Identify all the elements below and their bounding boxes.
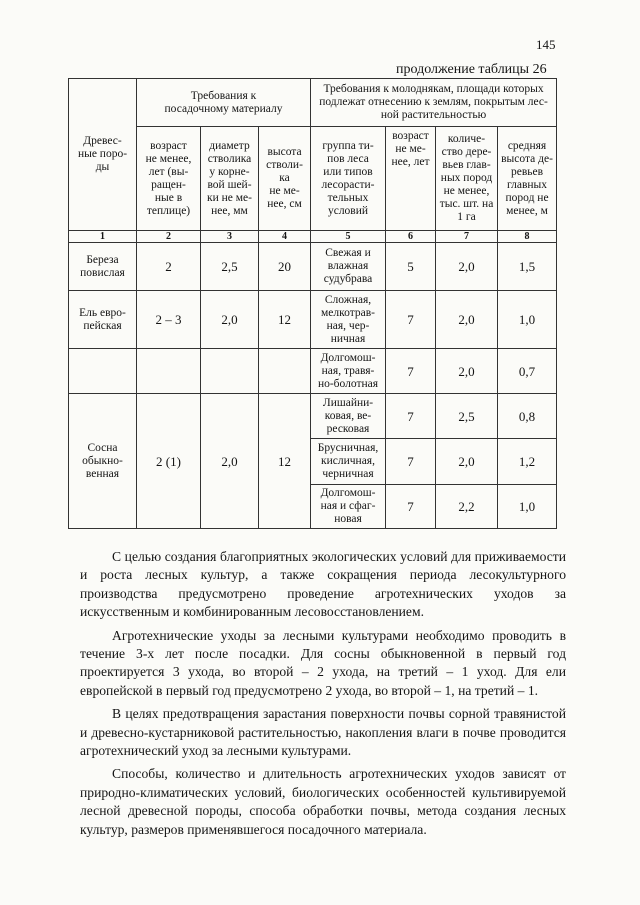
height-cell: 12 <box>259 394 311 529</box>
age-cell: 2 <box>137 243 201 291</box>
header-age: возраст не менее, лет (вы- ращен- ные в теплице) <box>137 127 201 231</box>
column-number: 7 <box>436 231 498 243</box>
species-cell: Береза повислая <box>69 243 137 291</box>
empty-cell <box>137 349 201 394</box>
tree-count-cell: 2,5 <box>436 394 498 439</box>
young-age-cell: 7 <box>386 439 436 485</box>
seedling-requirements-table <box>68 78 557 529</box>
young-age-cell: 7 <box>386 485 436 529</box>
empty-cell <box>69 349 137 394</box>
empty-cell <box>259 349 311 394</box>
species-cell: Ель евро- пейская <box>69 291 137 349</box>
header-height: высота стволи- ка не ме- нее, см <box>259 127 311 231</box>
paragraph: Агротехнические уходы за лесными культурами необходимо проводить в течение 3-х лет после посадки. Для сосны обыкновенной в первый год проектируется 3 ухода, во второй – 2 ухода, на третий – 1 уход. Для ели европейской в первый год предусмотрено 2 ухода, во второй – 1, на третий – 1. <box>80 627 566 698</box>
forest-type-cell: Сложная, мелкотрав- ная, чер- ничная <box>311 291 386 349</box>
young-age-cell: 7 <box>386 291 436 349</box>
diameter-cell: 2,5 <box>201 243 259 291</box>
body-text <box>80 548 566 844</box>
young-age-cell: 5 <box>386 243 436 291</box>
header-species: Древес- ные поро- ды <box>69 79 137 231</box>
forest-type-cell: Лишайни- ковая, ве- ресковая <box>311 394 386 439</box>
height-cell: 20 <box>259 243 311 291</box>
empty-cell <box>201 349 259 394</box>
young-age-cell: 7 <box>386 349 436 394</box>
paragraph: С целью создания благоприятных экологических условий для приживаемости и роста лесных культур, а также сокращения периода лесокультурного производства предусмотрено проведение агротехнических уходов за искусственным и комбинированным лесовосстановлением. <box>80 549 566 620</box>
paragraph: В целях предотвращения зарастания поверхности почвы сорной травянистой и древесно-кустарниковой растительностью, накопления влаги в почве проводится агротехнический уход за лесными культурами. <box>80 706 566 759</box>
age-cell: 2 (1) <box>137 394 201 529</box>
paragraph: Способы, количество и длительность агротехнических уходов зависят от природно-климатических условий, биологических особенностей культивируемой лесной древесной породы, способа обработки почвы, метода создания лесных культур, размеров применявшегося посадочного материала. <box>80 766 566 837</box>
avg-height-cell: 1,2 <box>498 439 557 485</box>
column-number: 1 <box>69 231 137 243</box>
column-number: 2 <box>137 231 201 243</box>
header-avg-height: средняя высота де- ревьев главных пород не менее, м <box>498 127 557 231</box>
forest-type-cell: Долгомош- ная и сфаг- новая <box>311 485 386 529</box>
diameter-cell: 2,0 <box>201 291 259 349</box>
table-row <box>69 394 557 439</box>
header-tree-count: количе- ство дере- вьев глав- ных пород не менее, тыс. шт. на 1 га <box>436 127 498 231</box>
table-row <box>69 349 557 394</box>
column-number: 4 <box>259 231 311 243</box>
table-row <box>69 291 557 349</box>
avg-height-cell: 0,8 <box>498 394 557 439</box>
column-number: 3 <box>201 231 259 243</box>
forest-type-cell: Свежая и влажная судубрава <box>311 243 386 291</box>
species-cell: Сосна обыкно- венная <box>69 394 137 529</box>
header-planting-material: Требования к посадочному материалу <box>137 79 311 127</box>
header-forest-type: группа ти- пов леса или типов лесорасти- тельных условий <box>311 127 386 231</box>
age-cell: 2 – 3 <box>137 291 201 349</box>
avg-height-cell: 0,7 <box>498 349 557 394</box>
avg-height-cell: 1,5 <box>498 243 557 291</box>
forest-type-cell: Долгомош- ная, травя- но-болотная <box>311 349 386 394</box>
tree-count-cell: 2,2 <box>436 485 498 529</box>
tree-count-cell: 2,0 <box>436 349 498 394</box>
column-number: 8 <box>498 231 557 243</box>
forest-type-cell: Брусничная, кисличная, черничная <box>311 439 386 485</box>
header-young-age: возраст не ме- нее, лет <box>386 127 436 231</box>
header-diameter: диаметр стволика у корне- вой шей- ки не ме- нее, мм <box>201 127 259 231</box>
page-number: 145 <box>536 37 556 52</box>
avg-height-cell: 1,0 <box>498 485 557 529</box>
young-age-cell: 7 <box>386 394 436 439</box>
diameter-cell: 2,0 <box>201 394 259 529</box>
tree-count-cell: 2,0 <box>436 243 498 291</box>
tree-count-cell: 2,0 <box>436 439 498 485</box>
column-number: 6 <box>386 231 436 243</box>
table-row <box>69 243 557 291</box>
height-cell: 12 <box>259 291 311 349</box>
table-continuation-caption: продолжение таблицы 26 <box>396 62 547 77</box>
avg-height-cell: 1,0 <box>498 291 557 349</box>
header-young-stands: Требования к молоднякам, площади которых подлежат отнесению к землям, покрытым лес- ной растительностью <box>311 79 557 127</box>
column-number: 5 <box>311 231 386 243</box>
tree-count-cell: 2,0 <box>436 291 498 349</box>
